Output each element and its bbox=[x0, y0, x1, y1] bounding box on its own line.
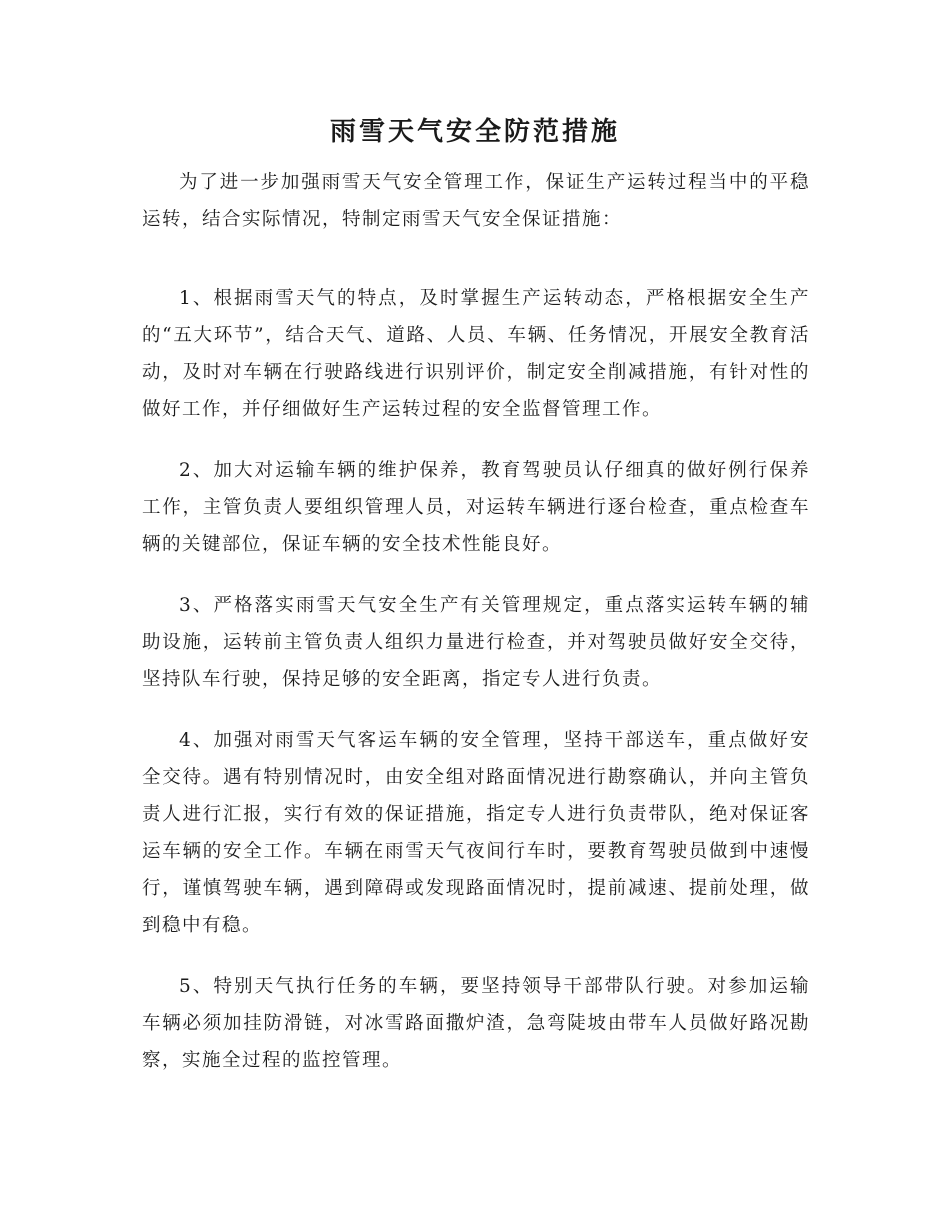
intro-paragraph: 为了进一步加强雨雪天气安全管理工作，保证生产运转过程当中的平稳运转，结合实际情况，特制定雨雪天气安全保证措施： bbox=[142, 172, 810, 230]
measure-5-paragraph: 5、特别天气执行任务的车辆，要坚持领导干部带队行驶。对参加运输车辆必须加挂防滑链，对冰雪路面撒炉渣，急弯陡坡由带车人员做好路况勘察，实施全过程的监控管理。 bbox=[142, 976, 810, 1071]
document-title: 雨雪天气安全防范措施 bbox=[329, 117, 620, 147]
measure-1-paragraph: 1、根据雨雪天气的特点，及时掌握生产运转动态，严格根据安全生产的“五大环节”，结合天气、道路、人员、车辆、任务情况，开展安全教育活动，及时对车辆在行驶路线进行识别评价，制定安全削减措施，有针对性的做好工作，并仔细做好生产运转过程的安全监督管理工作。 bbox=[142, 288, 810, 420]
measure-2-paragraph: 2、加大对运输车辆的维护保养，教育驾驶员认仔细真的做好例行保养工作，主管负责人要组织管理人员，对运转车辆进行逐台检查，重点检查车辆的关键部位，保证车辆的安全技术性能良好。 bbox=[142, 460, 810, 555]
document-body bbox=[142, 164, 810, 1103]
measure-4-paragraph: 4、加强对雨雪天气客运车辆的安全管理，坚持干部送车，重点做好安全交待。遇有特别情况时，由安全组对路面情况进行勘察确认，并向主管负责人进行汇报，实行有效的保证措施，指定专人进行负责带队，绝对保证客运车辆的安全工作。车辆在雨雪天气夜间行车时，要教育驾驶员做到中速慢行，谨慎驾驶车辆，遇到障碍或发现路面情况时，提前减速、提前处理，做到稳中有稳。 bbox=[142, 730, 810, 936]
measure-3-paragraph: 3、严格落实雨雪天气安全生产有关管理规定，重点落实运转车辆的辅助设施，运转前主管负责人组织力量进行检查，并对驾驶员做好安全交待，坚持队车行驶，保持足够的安全距离，指定专人进行负责。 bbox=[142, 595, 810, 690]
